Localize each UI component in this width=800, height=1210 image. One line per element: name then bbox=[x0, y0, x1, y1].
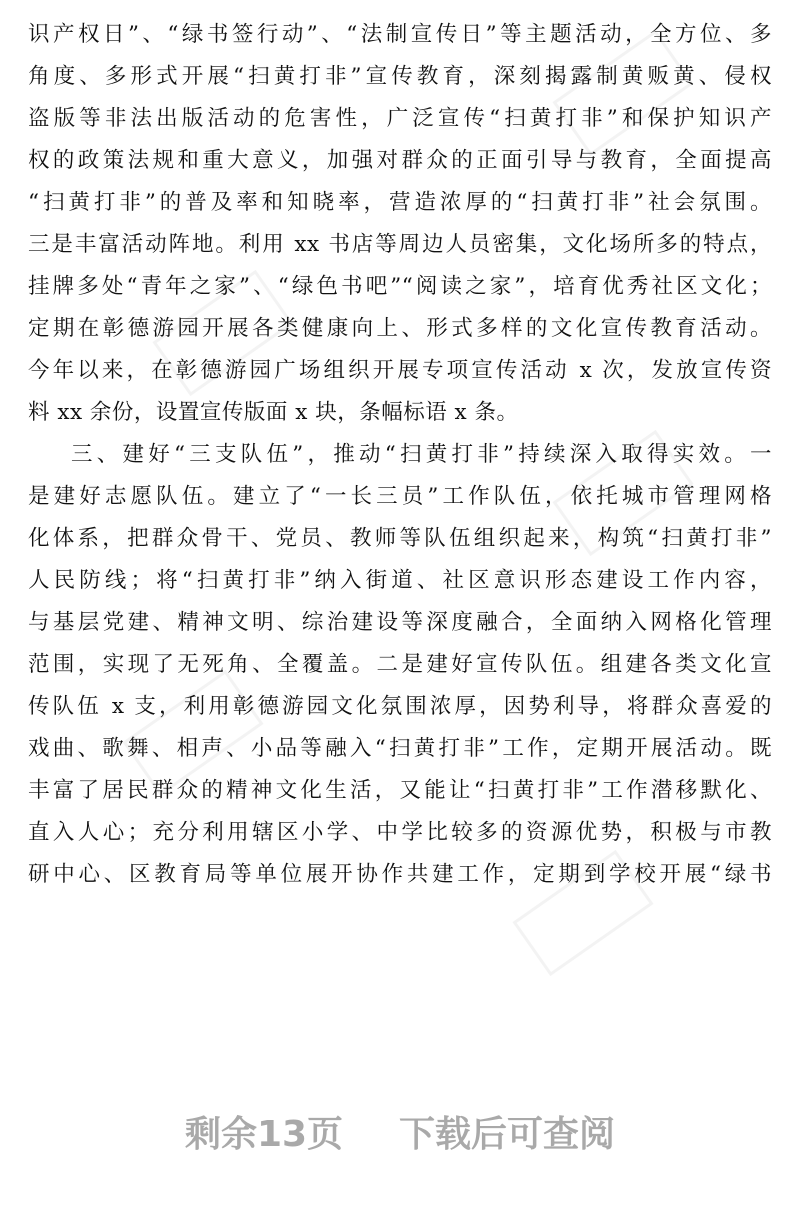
text-line: 研中心、区教育局等单位展开协作共建工作，定期到学校开展“绿书 bbox=[28, 862, 772, 887]
document-body bbox=[28, 14, 772, 896]
download-prompt-banner[interactable] bbox=[0, 1100, 800, 1170]
text-line: 丰富了居民群众的精神文化生活，又能让“扫黄打非”工作潜移默化、 bbox=[28, 778, 772, 803]
section-heading-line: 三、建好“三支队伍”，推动“扫黄打非”持续深入取得实效。一 bbox=[71, 442, 772, 467]
text-line: 与基层党建、精神文明、综治建设等深度融合，全面纳入网格化管理 bbox=[28, 610, 772, 635]
text-line: 挂牌多处“青年之家”、“绿色书吧”“阅读之家”，培育优秀社区文化； bbox=[28, 274, 772, 299]
text-line: 是建好志愿队伍。建立了“一长三员”工作队伍，依托城市管理网格 bbox=[28, 484, 772, 509]
text-line: 权的政策法规和重大意义，加强对群众的正面引导与教育，全面提高 bbox=[28, 148, 772, 173]
text-line: 今年以来，在彰德游园广场组织开展专项宣传活动 x 次，发放宣传资 bbox=[28, 358, 772, 383]
download-to-view-label: 下载后可查阅 bbox=[399, 1114, 616, 1155]
text-line: 识产权日”、“绿书签行动”、“法制宣传日”等主题活动，全方位、多 bbox=[28, 22, 772, 47]
text-line: 传队伍 x 支，利用彰德游园文化氛围浓厚，因势利导，将群众喜爱的 bbox=[28, 694, 772, 719]
text-line: 三是丰富活动阵地。利用 xx 书店等周边人员密集，文化场所多的特点， bbox=[28, 232, 772, 257]
text-line: 料 xx 余份，设置宣传版面 x 块，条幅标语 x 条。 bbox=[28, 400, 519, 425]
text-line: 戏曲、歌舞、相声、小品等融入“扫黄打非”工作，定期开展活动。既 bbox=[28, 736, 772, 761]
text-line: 盗版等非法出版活动的危害性，广泛宣传“扫黄打非”和保护知识产 bbox=[28, 106, 772, 131]
text-line: “扫黄打非”的普及率和知晓率，营造浓厚的“扫黄打非”社会氛围。 bbox=[28, 190, 772, 215]
text-line: 定期在彰德游园开展各类健康向上、形式多样的文化宣传教育活动。 bbox=[28, 316, 772, 341]
text-line: 化体系，把群众骨干、党员、教师等队伍组织起来，构筑“扫黄打非” bbox=[28, 526, 772, 551]
text-line: 直入人心；充分利用辖区小学、中学比较多的资源优势，积极与市教 bbox=[28, 820, 772, 845]
text-line: 角度、多形式开展“扫黄打非”宣传教育，深刻揭露制黄贩黄、侵权 bbox=[28, 64, 772, 89]
remaining-pages-label: 剩余13页 bbox=[184, 1114, 344, 1155]
text-line: 人民防线；将“扫黄打非”纳入街道、社区意识形态建设工作内容， bbox=[28, 568, 772, 593]
text-line: 范围，实现了无死角、全覆盖。二是建好宣传队伍。组建各类文化宣 bbox=[28, 652, 772, 677]
